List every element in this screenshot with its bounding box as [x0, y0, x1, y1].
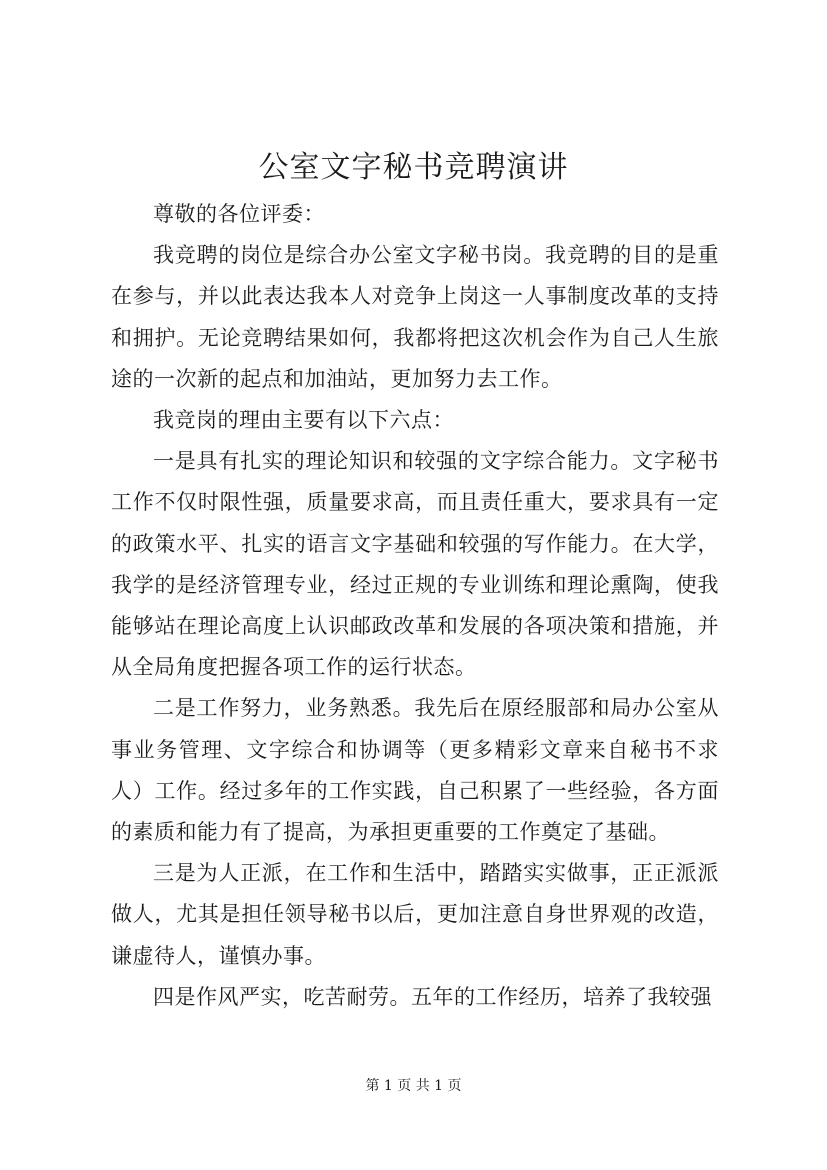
paragraph-reason-1: 一是具有扎实的理论知识和较强的文字综合能力。文字秘书工作不仅时限性强，质量要求高，而且责任重大，要求具有一定的政策水平、扎实的语言文字基础和较强的写作能力。在大学，我学的是经济管理专业，经过正规的专业训练和理论熏陶，使我能够站在理论高度上认识邮政改革和发展的各项决策和措施，并从全局角度把握各项工作的运行状态。 — [111, 449, 719, 680]
paragraph-intro: 我竞聘的岗位是综合办公室文字秘书岗。我竞聘的目的是重在参与，并以此表达我本人对竞争上岗这一人事制度改革的支持和拥护。无论竞聘结果如何，我都将把这次机会作为自己人生旅途的一次新的起点和加油站，更加努力去工作。 — [111, 243, 719, 391]
paragraph-reason-2: 二是工作努力，业务熟悉。我先后在原经服部和局办公室从事业务管理、文字综合和协调等（更多精彩文章来自秘书不求人）工作。经过多年的工作实践，自己积累了一些经验，各方面的素质和能力有了提高，为承担更重要的工作奠定了基础。 — [111, 696, 719, 845]
document-body — [111, 194, 719, 1018]
document-title: 公室文字秘书竞聘演讲 — [258, 150, 569, 185]
paragraph-reason-3: 三是为人正派，在工作和生活中，踏踏实实做事，正正派派做人，尤其是担任领导秘书以后，更加注意自身世界观的改造，谦虚待人，谨慎办事。 — [111, 861, 719, 968]
paragraph-reasons-heading: 我竞岗的理由主要有以下六点： — [153, 408, 454, 433]
paragraph-reason-4: 四是作风严实，吃苦耐劳。五年的工作经历，培养了我较强 — [153, 984, 712, 1009]
paragraph-salutation: 尊敬的各位评委： — [153, 202, 325, 226]
page-number-footer: 第 1 页 共 1 页 — [365, 1078, 462, 1094]
